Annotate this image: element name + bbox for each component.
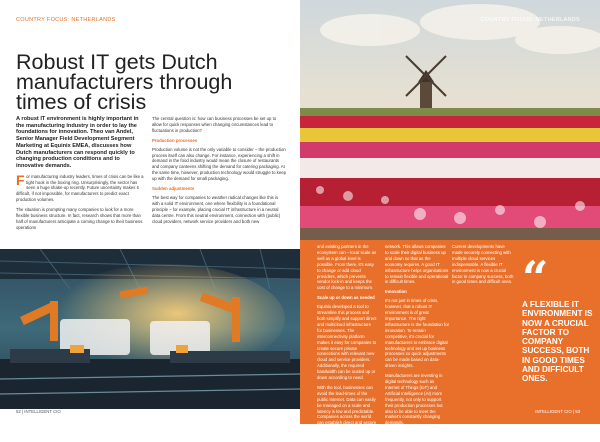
paragraph: and existing partners in the ecosystem can – local scale as well as a global level is possible. From there, it's easy to change or add cloud providers, which prevents vendor lock-in and keeps the cost of change to a minimum. bbox=[317, 244, 377, 291]
section-tag: COUNTRY FOCUS: NETHERLANDS bbox=[16, 17, 116, 23]
article-title: Robust IT gets Dutch manufacturers through times of crisis bbox=[16, 50, 233, 114]
paragraph: The situation is prompting many companies to look for a more flexible business structure. In fact, research shows that more than half of manufacturers anticipate a coming change to their business operations bbox=[16, 207, 143, 230]
subheading: Innovation bbox=[385, 289, 407, 295]
subheading: Production processes bbox=[152, 137, 198, 143]
right-column-3 bbox=[452, 244, 516, 289]
left-column-2 bbox=[152, 116, 286, 229]
paragraph: The best way for companies to weather radical changes like this is with a solid IT environment, one where flexibility is a foundational principle – for example, placing crucial IT infrastructure in a neutral data centre. From this neutral environment, connection with (public) cloud providers, network service providers and both new bbox=[152, 194, 281, 224]
subheading: Scale up or down as needed bbox=[317, 295, 375, 301]
drop-cap: F bbox=[16, 171, 25, 188]
paragraph: With the tool, businesses can avoid the lead-times of the public Internet. Data can easily be managed on a scale and latency is low and predictable. Companies across the world can establish direct and secure interconnections with any other company via the Equinix bbox=[317, 384, 377, 438]
paragraph: network. This allows companies to scale their digital business up and down so that as the economy requires. A good IT infrastructure helps organisations to remain flexible and operational in difficult times. bbox=[385, 244, 449, 285]
page-footer: 52 | INTELLIGENT CIO bbox=[16, 409, 61, 414]
right-page bbox=[300, 0, 600, 438]
left-column-1 bbox=[16, 116, 146, 235]
article-lead: A robust IT environment is highly important in the manufacturing industry in order to lay the foundations for innovation. Theo van Andel, Senior Manager Field Development Segment Marketing at Equinix EMEA, discusses how Dutch manufacturers can respond quickly to changing production conditions and to innovative demands. bbox=[16, 116, 139, 169]
left-page bbox=[0, 0, 300, 424]
paragraph: For manufacturing industry leaders, times of crisis can be like a tight hook in the boxing ring. Unsurprisingly, the sector has seen a huge shake-up recently. Future uncertainty makes it difficult, if not impossible, for manufacturers to predict exact production volumes. bbox=[16, 171, 144, 203]
paragraph: The central question is: how can business processes be set up to allow for quick responses when changing circumstances lead to fluctuations in production? bbox=[152, 116, 277, 133]
right-column-1 bbox=[317, 244, 377, 442]
factory-photo bbox=[0, 249, 300, 409]
section-tag: COUNTRY FOCUS: NETHERLANDS bbox=[480, 17, 580, 23]
subheading: Sudden adjustments bbox=[152, 186, 195, 192]
tulip-field-photo bbox=[300, 0, 600, 240]
paragraph: It's not just in times of crisis, however, that a robust IT environment is of great importance. The right infrastructure is the foundation for innovation. To remain competitive, it's crucial for manufacturers to embrace digital technology and set up business processes so quick adjustments can be made based on data-driven insights. bbox=[385, 298, 450, 369]
page-footer: INTELLIGENT CIO | 53 bbox=[535, 409, 580, 414]
pull-quote: A FLEXIBLE IT ENVIRONMENT IS NOW A CRUCIAL FACTOR TO COMPANY SUCCESS, BOTH IN GOOD TIMES AND DIFFICULT ONES. bbox=[522, 300, 593, 384]
paragraph: Manufacturers are investing in digital technology such as Internet of Things (IoT) and Artificial Intelligence (AI) more frequently, not only to support their production processes but also to be able to meet the market's constantly changing demands. bbox=[385, 373, 443, 426]
right-column-2 bbox=[385, 244, 449, 430]
paragraph: Equinix developed a tool to streamline this process and both simplify and support direct and multicloud infrastructure for businesses. The interconnectivity platform makes it easy for companies to create secure private connections with relevant new cloud and service providers. Additionally, the required bandwidth can be scaled up or down according to need. bbox=[317, 304, 377, 381]
paragraph: Current developments have made securely connecting with multiple cloud services indispensable. A flexible IT environment is now a crucial factor in company success, both in good times and difficult ones. bbox=[452, 244, 514, 285]
paragraph: Production volume is not the only variable to consider – the production process itself can also change. For instance, experiencing a shift in demand in the food industry would mean the closure of restaurants and company canteens shifting the demand for catering packaging. At the same time, however, production technology would struggle to keep up with the demand for small packaging. bbox=[152, 146, 286, 182]
quote-mark-icon: “ bbox=[522, 251, 549, 305]
